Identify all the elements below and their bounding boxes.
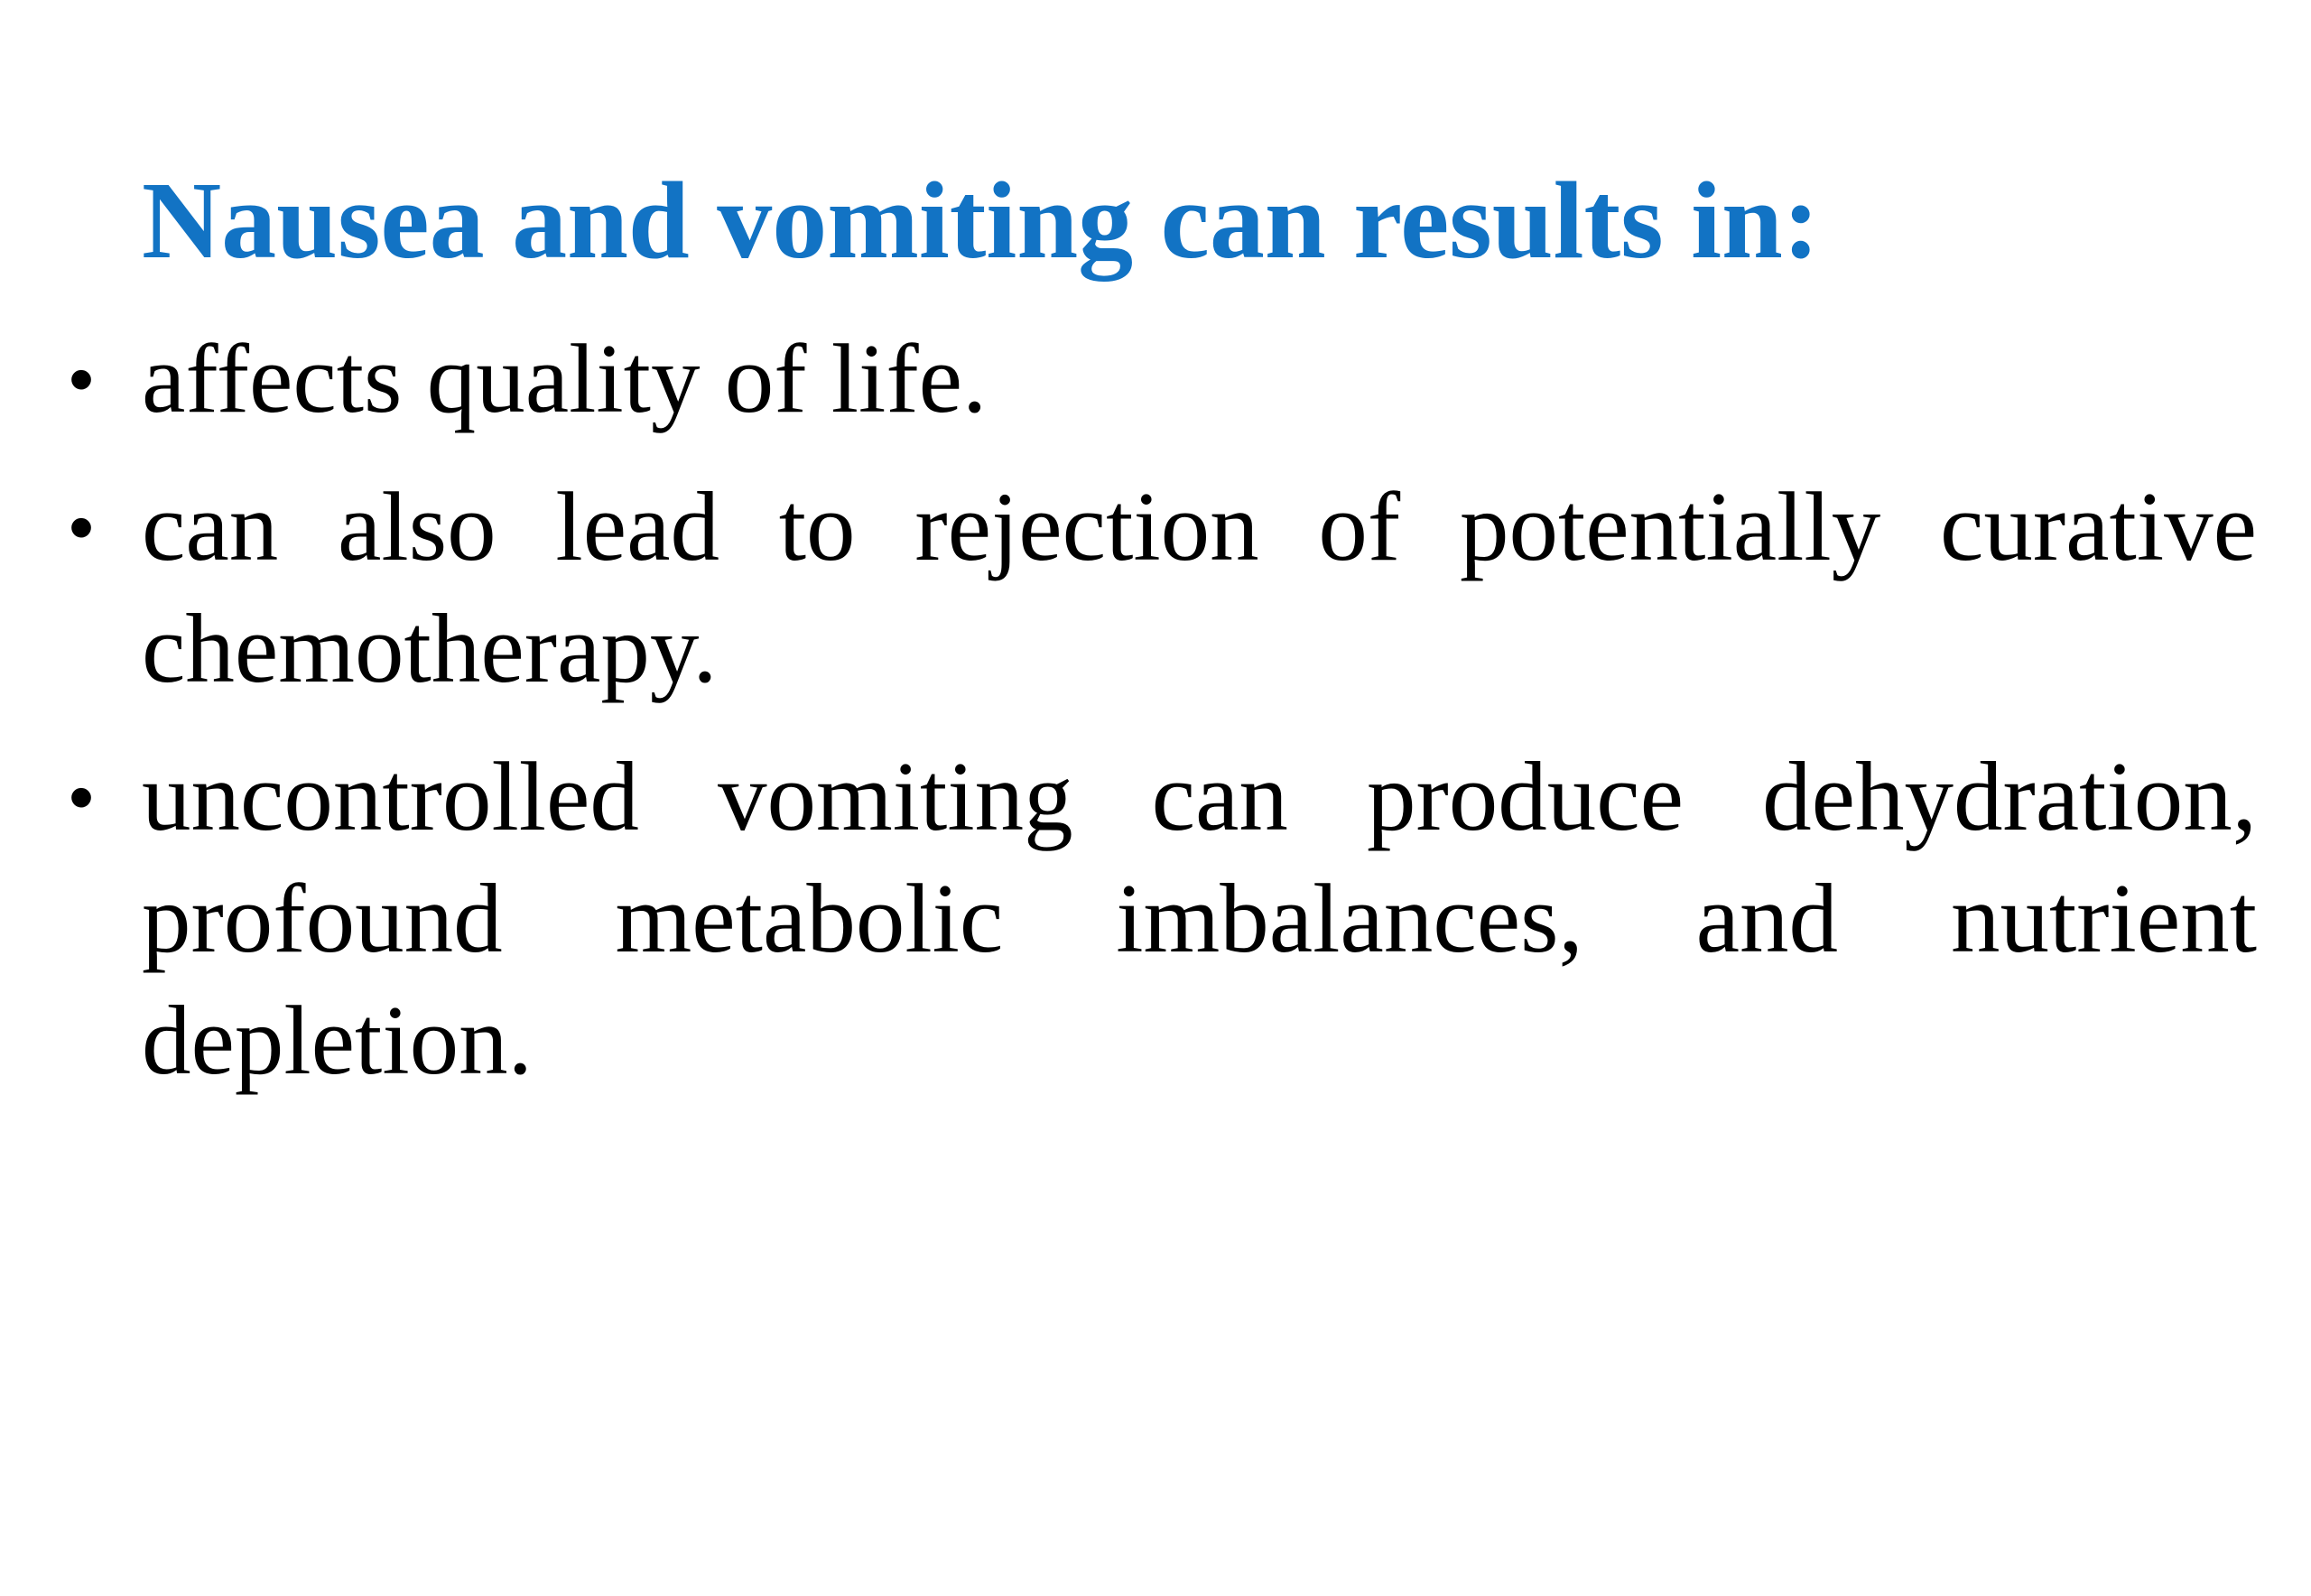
bullet-text: affects quality of life. — [142, 324, 988, 433]
bullet-icon: • — [68, 756, 94, 837]
bullet-item — [54, 466, 2257, 710]
bullet-item — [54, 736, 2257, 1101]
bullet-icon: • — [68, 487, 94, 567]
bullet-icon: • — [68, 339, 94, 419]
bullet-text: uncontrolled vomiting can produce dehydration, profound metabolic imbalances, and nutrient depletion. — [142, 742, 2257, 1095]
slide-title: Nausea and vomiting can results in: — [142, 160, 1820, 282]
bullet-text: can also lead to rejection of potentially curative chemotherapy. — [142, 472, 2257, 703]
bullet-list — [54, 318, 2257, 1101]
bullet-item — [54, 318, 2257, 440]
